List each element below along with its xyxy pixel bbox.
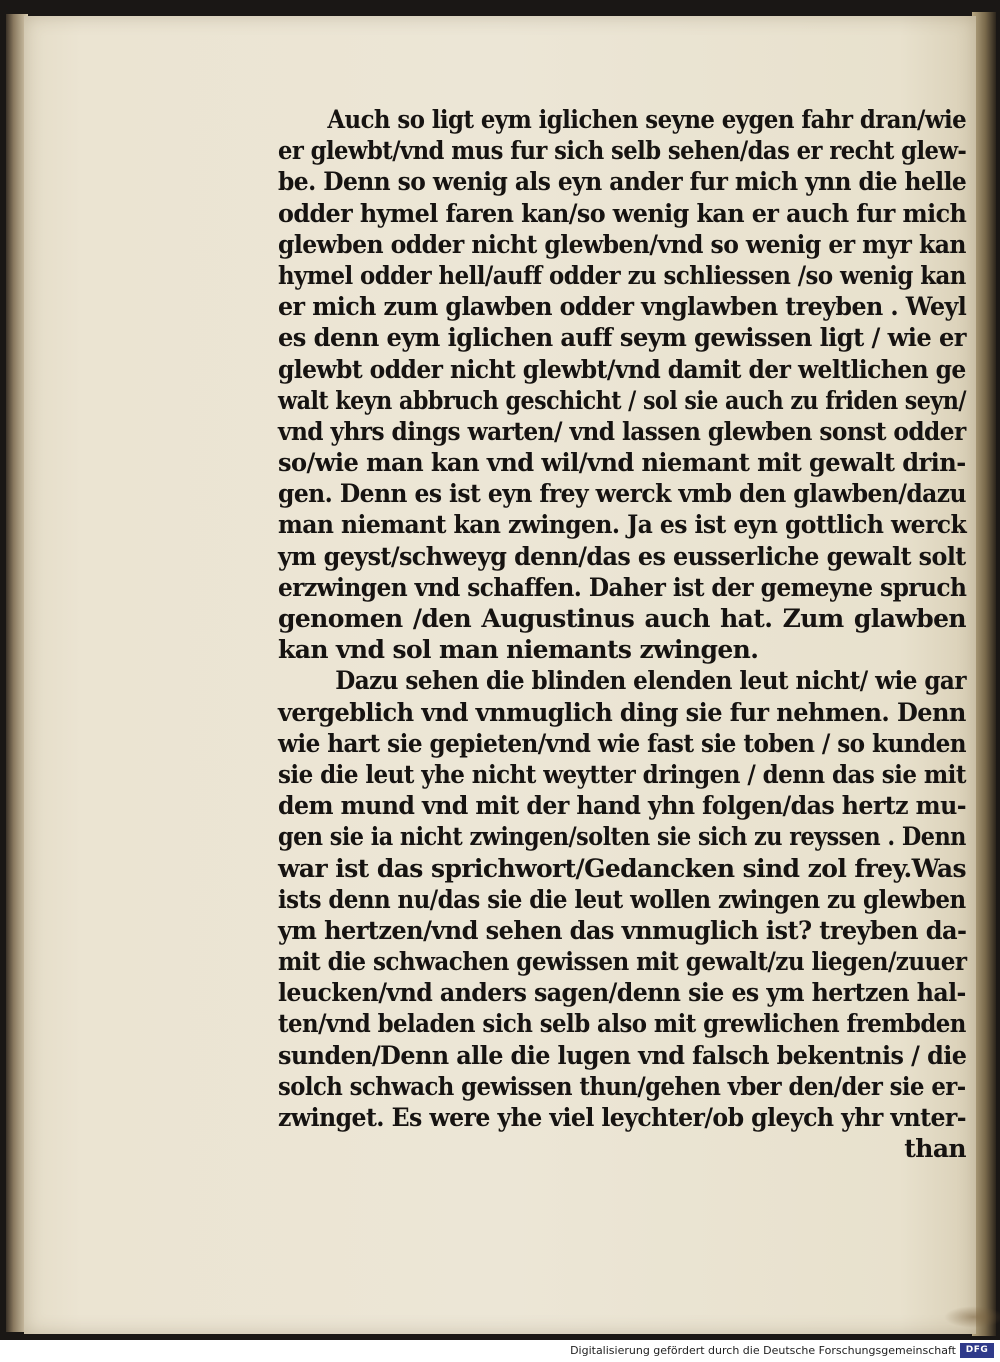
- text-line: odder hymel faren kan/so wenig kan er auch fur mich: [278, 198, 967, 228]
- text-line: be. Denn so wenig als eyn ander fur mich ynn die helle: [278, 167, 967, 197]
- text-line: er mich zum glawben odder vnglawben treyben . Weyl: [278, 292, 967, 322]
- text-line: solch schwach gewissen thun/gehen vber den/der sie er-: [278, 1071, 966, 1101]
- text-line: kan vnd sol man niemants zwingen.: [278, 635, 759, 665]
- text-line: Auch so ligt eym iglichen seyne eygen fahr dran/wie: [327, 105, 967, 134]
- text-line: ists denn nu/das sie die leut wollen zwingen zu glewben: [278, 884, 966, 914]
- text-line: gen. Denn es ist eyn frey werck vmb den glawben/dazu: [278, 479, 966, 509]
- text-line: so/wie man kan vnd wil/vnd niemant mit gewalt drin-: [278, 448, 966, 478]
- text-line: erzwingen vnd schaffen. Daher ist der gemeyne spruch: [278, 572, 967, 602]
- text-line: man niemant kan zwingen. Ja es ist eyn gottlich werck: [278, 510, 967, 540]
- text-line: leucken/vnd anders sagen/denn sie es ym hertzen hal-: [278, 978, 966, 1008]
- blackletter-text-block: [278, 104, 966, 1164]
- text-line: glewbt odder nicht glewbt/vnd damit der weltlichen ge: [278, 354, 966, 384]
- text-line: walt keyn abbruch geschicht / sol sie auch zu friden seyn/: [278, 385, 966, 415]
- text-line: gen sie ia nicht zwingen/solten sie sich zu reyssen . Denn: [278, 822, 966, 852]
- text-line: es denn eym iglichen auff seym gewissen ligt / wie er: [278, 323, 966, 353]
- text-line: wie hart sie gepieten/vnd wie fast sie toben / so kunden: [278, 728, 967, 758]
- text-line: mit die schwachen gewissen mit gewalt/zu liegen/zuuer: [278, 947, 967, 977]
- text-line: ym geyst/schweyg denn/das es eusserliche gewalt solt: [278, 541, 966, 571]
- text-line: war ist das sprichwort/Gedancken sind zol frey.Was: [278, 853, 966, 883]
- text-line: zwinget. Es were yhe viel leychter/ob gleych yhr vnter-: [278, 1103, 966, 1132]
- text-line: Dazu sehen die blinden elenden leut nicht/ wie gar: [335, 666, 966, 696]
- dfg-logo: DFG: [960, 1343, 994, 1358]
- text-line: sie die leut yhe nicht weytter dringen / denn das sie mit: [278, 759, 966, 789]
- paper-stain: [944, 1306, 1000, 1328]
- text-line: vnd yhrs dings warten/ vnd lassen glewben sonst odder: [278, 416, 966, 446]
- funding-credit: Digitalisierung gefördert durch die Deutsche Forschungsgemeinschaft: [570, 1344, 956, 1357]
- text-line: er glewbt/vnd mus fur sich selb sehen/das er recht glew-: [278, 136, 967, 166]
- text-line: sunden/Denn alle die lugen vnd falsch bekentnis / die: [278, 1040, 967, 1070]
- text-line: dem mund vnd mit der hand yhn folgen/das hertz mu-: [278, 791, 967, 821]
- text-line: ym hertzen/vnd sehen das vnmuglich ist? treyben da-: [278, 915, 967, 945]
- footer-bar: [0, 1340, 1000, 1362]
- text-line: ten/vnd beladen sich selb also mit grewlichen frembden: [278, 1009, 966, 1039]
- text-line: hymel odder hell/auff odder zu schliessen /so wenig kan: [278, 260, 966, 290]
- text-line: vergeblich vnd vnmuglich ding sie fur nehmen. Denn: [278, 697, 966, 727]
- text-line: glewben odder nicht glewben/vnd so wenig er myr kan: [278, 229, 966, 259]
- catchword: than: [904, 1134, 966, 1164]
- text-line: genomen /den Augustinus auch hat. Zum glawben: [278, 604, 966, 633]
